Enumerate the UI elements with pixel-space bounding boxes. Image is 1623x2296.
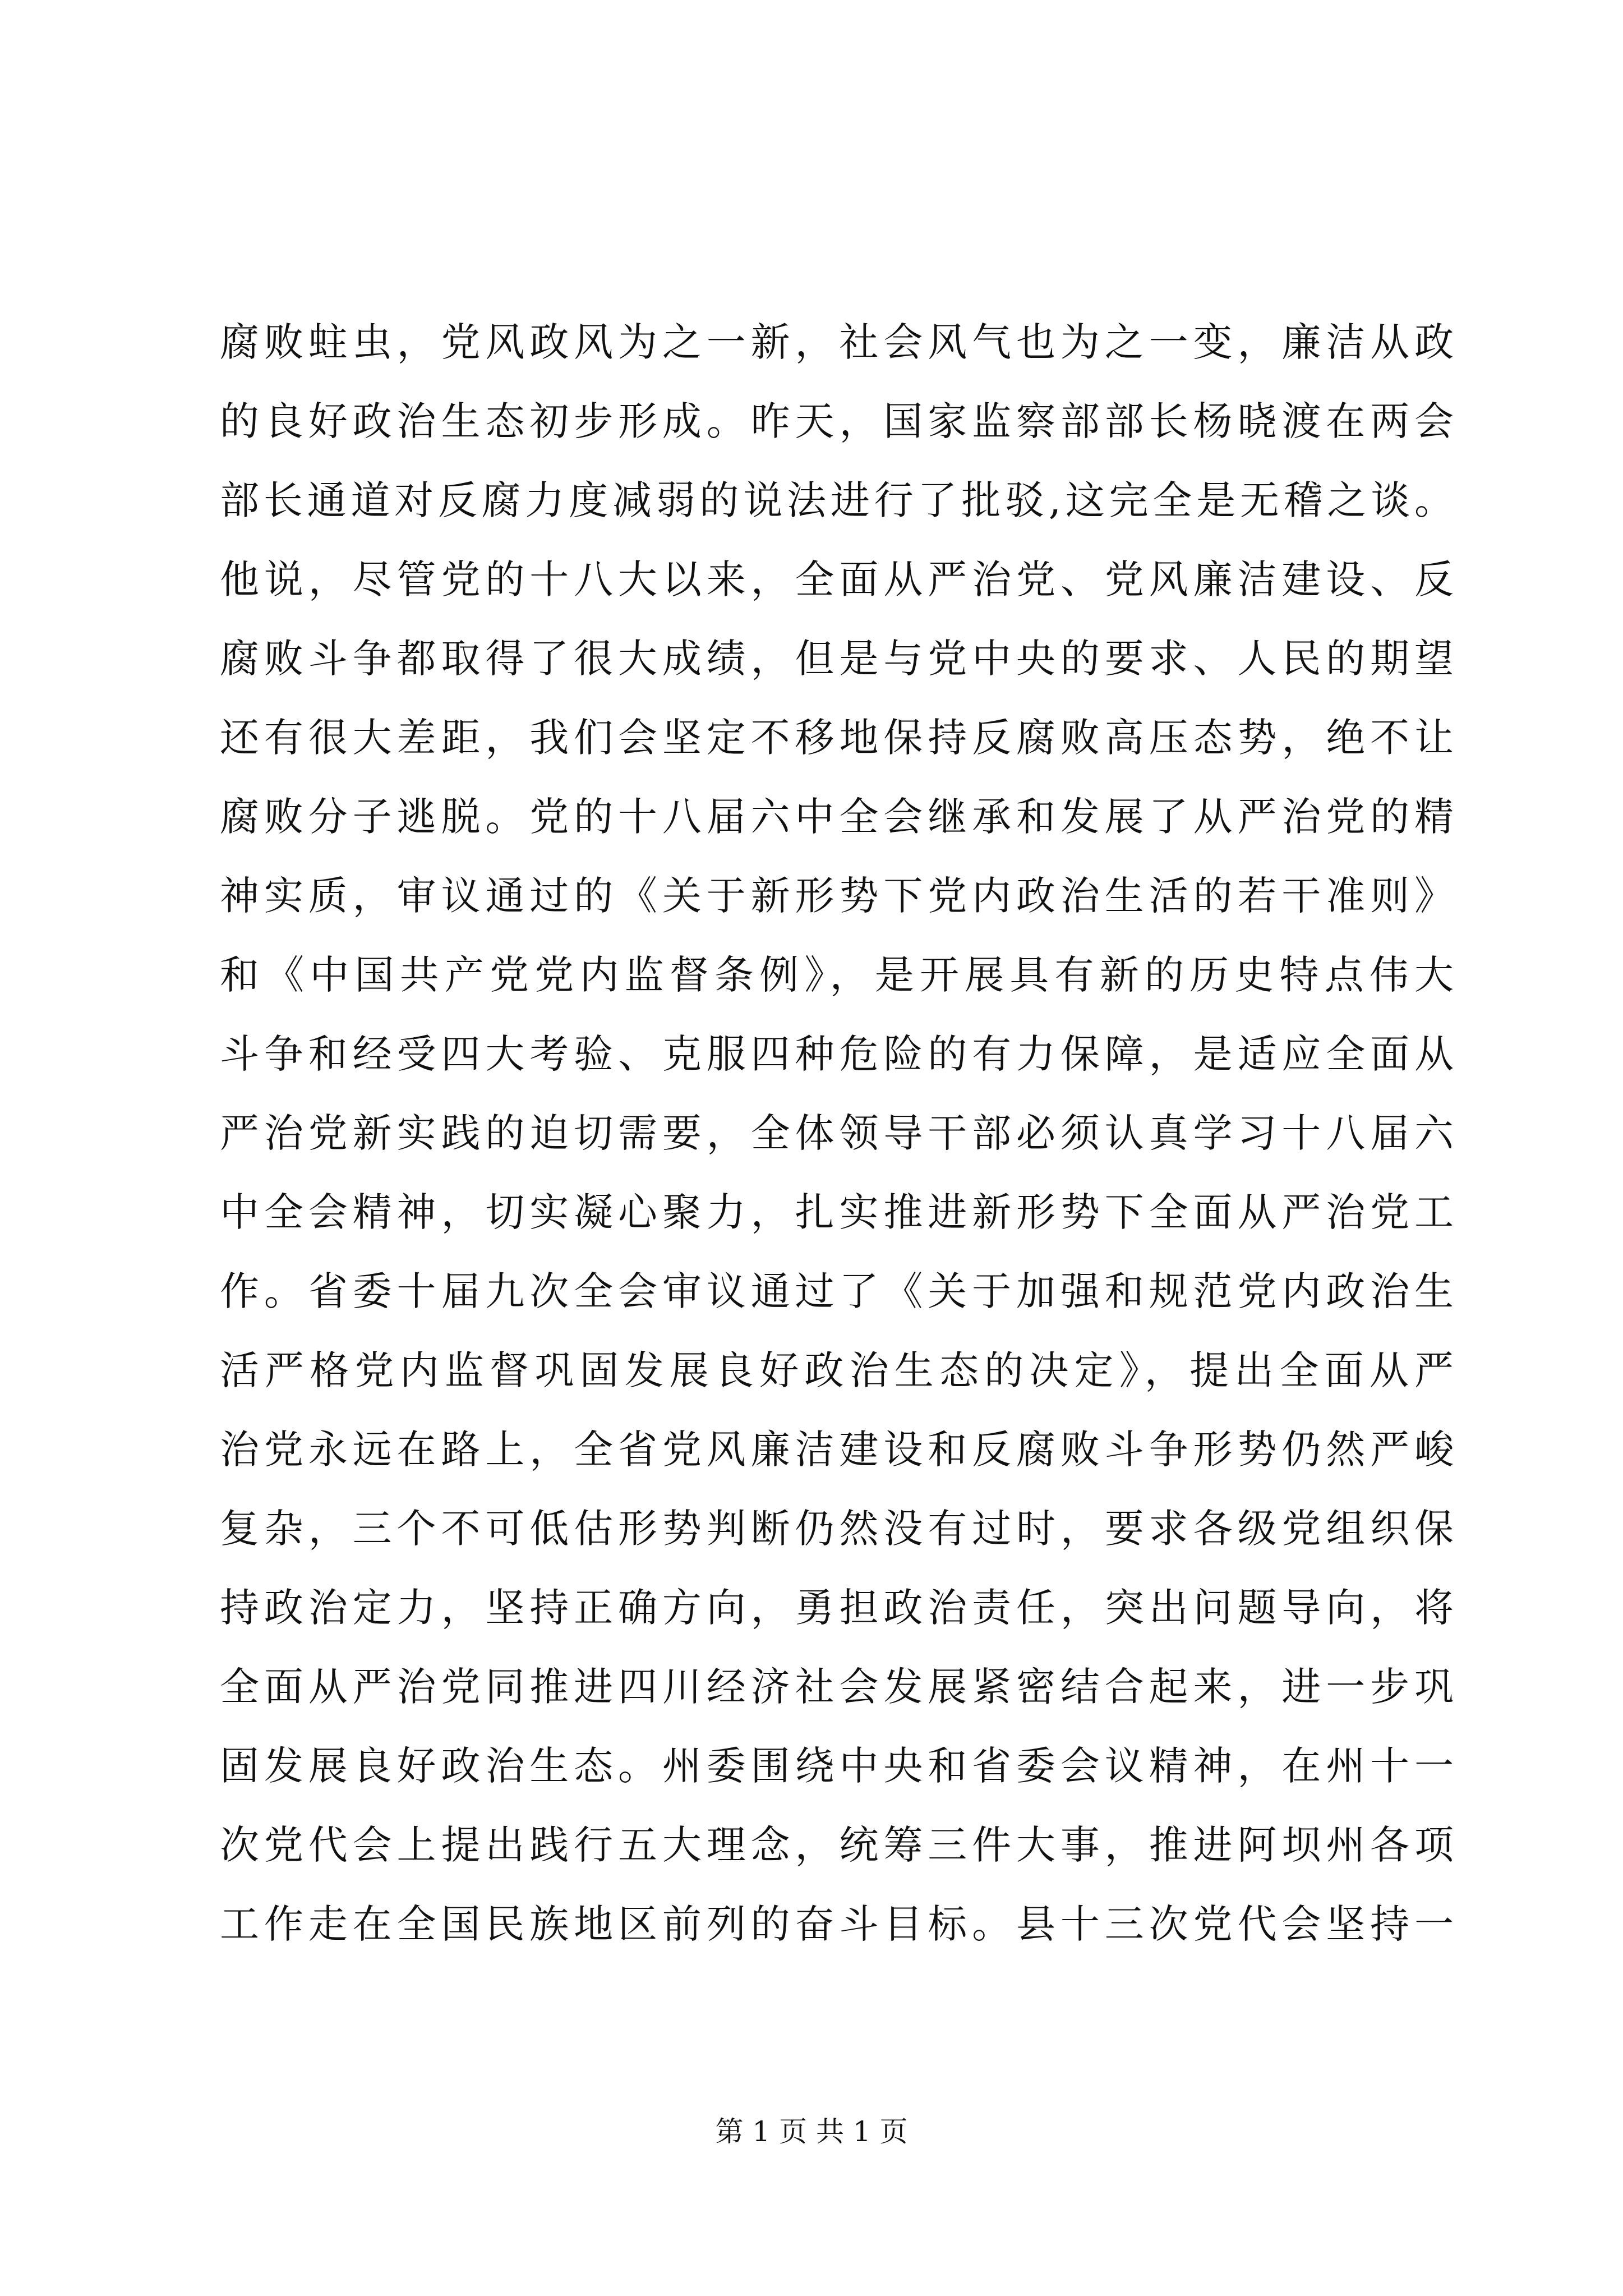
page-footer: 第 1 页 共 1 页 <box>715 2115 908 2148</box>
text-line: 腐败斗争都取得了很大成绩，但是与党中央的要求、人民的期望 <box>220 636 1454 682</box>
text-line: 他说，尽管党的十八大以来，全面从严治党、党风廉洁建设、反 <box>220 556 1454 602</box>
text-line: 斗争和经受四大考验、克服四种危险的有力保障，是适应全面从 <box>220 1031 1454 1077</box>
text-line: 腐败蛀虫，党风政风为之一新，社会风气也为之一变，廉洁从政 <box>220 319 1454 365</box>
text-line: 的良好政治生态初步形成。昨天，国家监察部部长杨晓渡在两会 <box>220 398 1454 444</box>
text-line: 中全会精神，切实凝心聚力，扎实推进新形势下全面从严治党工 <box>220 1189 1454 1235</box>
text-line: 治党永远在路上，全省党风廉洁建设和反腐败斗争形势仍然严峻 <box>220 1427 1454 1473</box>
text-line: 全面从严治党同推进四川经济社会发展紧密结合起来，进一步巩 <box>220 1664 1454 1710</box>
body-text <box>220 303 1454 1964</box>
text-line: 持政治定力，坚持正确方向，勇担政治责任，突出问题导向，将 <box>220 1585 1454 1631</box>
text-line: 工作走在全国民族地区前列的奋斗目标。县十三次党代会坚持一 <box>220 1901 1454 1947</box>
text-line: 作。省委十届九次全会审议通过了《关于加强和规范党内政治生 <box>220 1268 1454 1314</box>
text-line: 部长通道对反腐力度减弱的说法进行了批驳,这完全是无稽之谈。 <box>220 477 1454 523</box>
text-line: 和《中国共产党党内监督条例》，是开展具有新的历史特点伟大 <box>220 952 1454 998</box>
text-line: 还有很大差距，我们会坚定不移地保持反腐败高压态势，绝不让 <box>220 715 1454 761</box>
text-line: 固发展良好政治生态。州委围绕中央和省委会议精神，在州十一 <box>220 1743 1454 1789</box>
text-line: 腐败分子逃脱。党的十八届六中全会继承和发展了从严治党的精 <box>220 794 1454 840</box>
text-line: 复杂，三个不可低估形势判断仍然没有过时，要求各级党组织保 <box>220 1506 1454 1552</box>
text-line: 活严格党内监督巩固发展良好政治生态的决定》，提出全面从严 <box>220 1347 1454 1393</box>
text-line: 神实质，审议通过的《关于新形势下党内政治生活的若干准则》 <box>220 873 1454 919</box>
text-line: 严治党新实践的迫切需要，全体领导干部必须认真学习十八届六 <box>220 1110 1454 1156</box>
text-line: 次党代会上提出践行五大理念，统筹三件大事，推进阿坝州各项 <box>220 1822 1454 1868</box>
